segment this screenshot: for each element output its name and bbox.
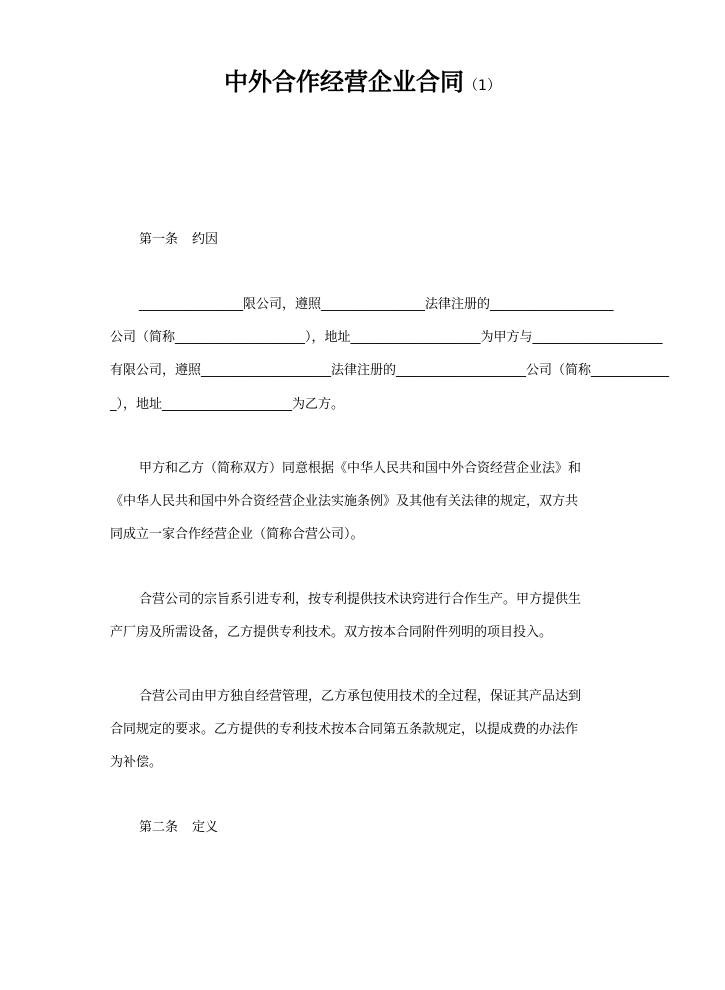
document-title [0,62,725,97]
para1-line-1: 甲方和乙方（简称双方）同意根据《中华人民共和国中外合资经营企业法》和 [139,461,582,476]
parties-line-2: 公司（简称____________________），地址____________________为甲方与____________________ [110,330,663,345]
article1-title: 约因 [192,232,219,247]
article1-heading [139,231,218,249]
parties-line-3: 有限公司，遵照____________________法律注册的____________________公司（简称____________ [110,363,670,378]
para2-line-2: 产厂房及所需设备，乙方提供专利技术。双方按本合同附件列明的项目投入。 [110,625,553,640]
para3-line-2: 合同规定的要求。乙方提供的专利技术按本合同第五条款规定，以提成费的办法作 [110,722,579,737]
article1-number: 第一条 [139,232,179,247]
para3-line-3: 为补偿。 [110,755,163,770]
article2-heading [139,819,218,837]
para2-line-1: 合营公司的宗旨系引进专利，按专利提供技术诀窍进行合作生产。甲方提供生 [139,592,582,607]
parties-line-1: ________________限公司，遵照________________法律注册的___________________ [139,297,614,312]
title-text: 中外合作经营企业合同 [224,68,465,96]
para3-line-1: 合营公司由甲方独自经营管理，乙方承包使用技术的全过程，保证其产品达到 [139,689,582,704]
article2-title: 定义 [192,820,219,835]
para1-line-2: 《中华人民共和国中外合资经营企业法实施条例》及其他有关法律的规定，双方共 [110,494,579,509]
title-suffix: （1） [464,78,501,94]
parties-line-4: _），地址____________________为乙方。 [110,397,345,412]
article2-number: 第二条 [139,820,179,835]
para1-line-3: 同成立一家合作经营企业（简称合营公司）。 [110,527,364,542]
